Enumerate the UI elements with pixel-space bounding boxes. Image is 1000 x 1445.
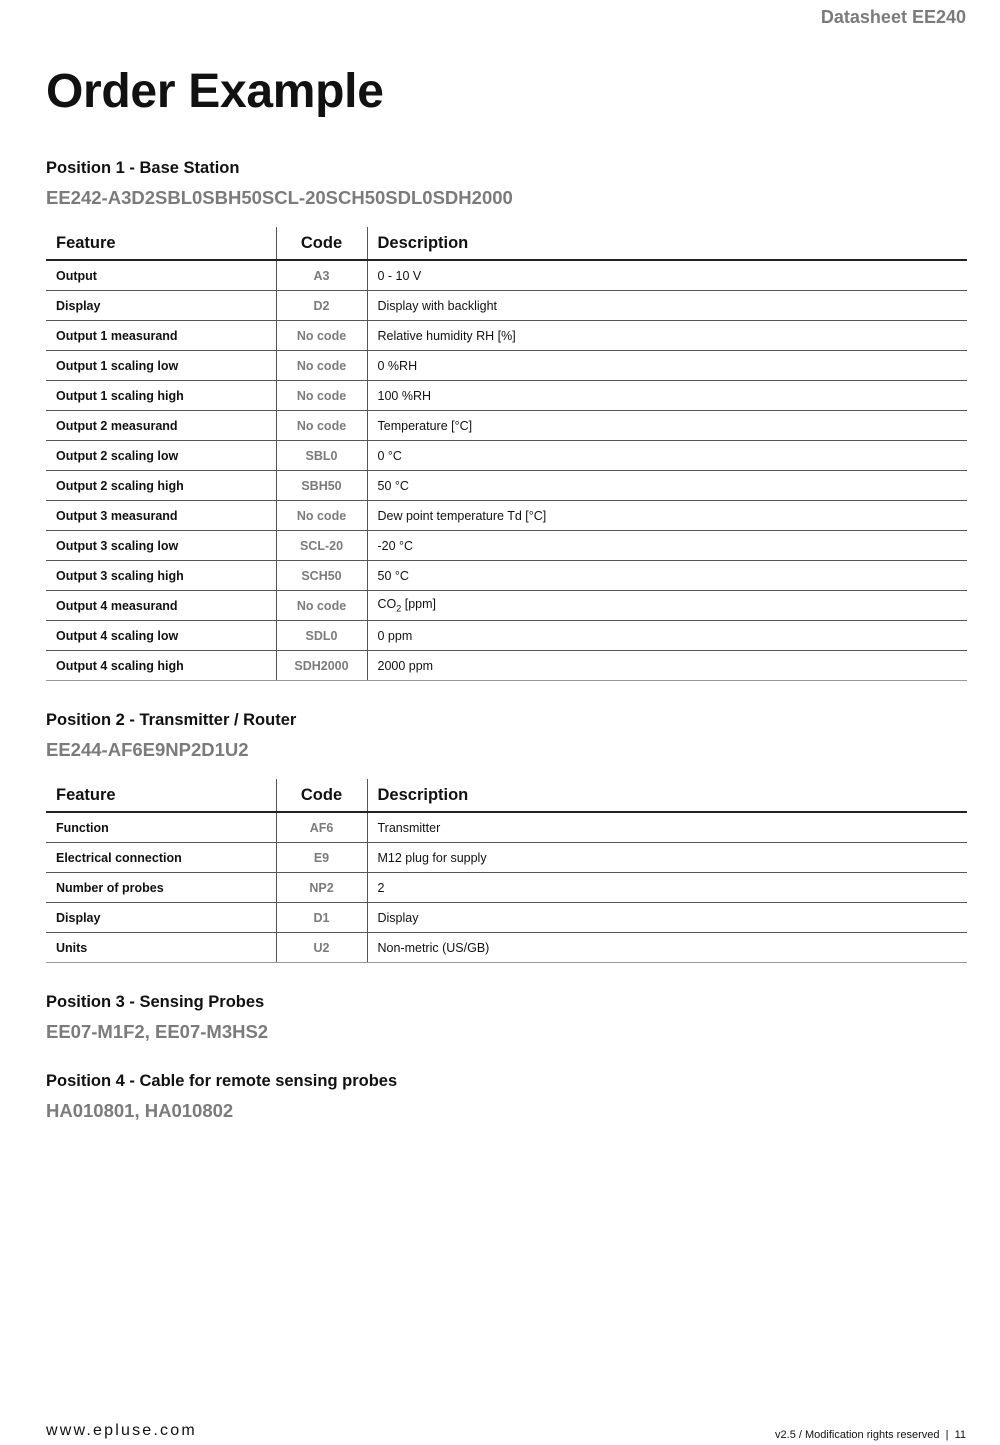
footer-version: v2.5 / Modification rights reserved — [775, 1429, 940, 1441]
feature-cell: Output 4 scaling high — [46, 651, 276, 681]
table-row — [46, 843, 967, 873]
description-cell: 2000 ppm — [367, 651, 967, 681]
description-cell: -20 °C — [367, 531, 967, 561]
position-1-title: Position 1 - Base Station — [46, 159, 240, 177]
table-row — [46, 381, 967, 411]
description-cell: 100 %RH — [367, 381, 967, 411]
table-row — [46, 651, 967, 681]
page-title: Order Example — [46, 65, 384, 118]
table-row — [46, 411, 967, 441]
code-cell: SDL0 — [276, 621, 367, 651]
feature-cell: Units — [46, 933, 276, 963]
description-cell: 0 °C — [367, 441, 967, 471]
description-cell — [367, 591, 967, 621]
feature-cell: Output 1 scaling high — [46, 381, 276, 411]
description-cell: Non-metric (US/GB) — [367, 933, 967, 963]
co2-subscript: 2 — [396, 603, 402, 614]
code-cell: No code — [276, 501, 367, 531]
feature-cell: Output 3 scaling low — [46, 531, 276, 561]
feature-cell: Electrical connection — [46, 843, 276, 873]
feature-cell: Function — [46, 812, 276, 843]
feature-cell: Output 2 measurand — [46, 411, 276, 441]
feature-cell: Output 4 scaling low — [46, 621, 276, 651]
table-row — [46, 903, 967, 933]
code-cell: U2 — [276, 933, 367, 963]
table-row — [46, 501, 967, 531]
code-cell: NP2 — [276, 873, 367, 903]
table-header-row — [46, 227, 967, 260]
description-header: Description — [367, 779, 967, 812]
description-cell: 0 ppm — [367, 621, 967, 651]
position-4-section — [46, 1070, 967, 1123]
table-row — [46, 441, 967, 471]
feature-header: Feature — [46, 227, 276, 260]
code-cell: SBH50 — [276, 471, 367, 501]
description-cell: Display — [367, 903, 967, 933]
datasheet-header-title: Datasheet EE240 — [820, 7, 966, 27]
code-cell: No code — [276, 381, 367, 411]
description-cell: 50 °C — [367, 561, 967, 591]
feature-cell: Display — [46, 903, 276, 933]
co2-label: CO — [377, 597, 397, 612]
feature-cell: Output 4 measurand — [46, 591, 276, 621]
feature-cell: Output 2 scaling high — [46, 471, 276, 501]
table-header-row — [46, 779, 967, 812]
code-cell: AF6 — [276, 812, 367, 843]
table-row — [46, 351, 967, 381]
footer-website: www.epluse.com — [46, 1422, 197, 1439]
feature-cell: Output 3 measurand — [46, 501, 276, 531]
table-row — [46, 561, 967, 591]
position-3-title: Position 3 - Sensing Probes — [46, 993, 265, 1011]
table-row — [46, 531, 967, 561]
description-cell: Display with backlight — [367, 291, 967, 321]
table-row — [46, 873, 967, 903]
position-1-section — [46, 157, 967, 681]
table-row — [46, 321, 967, 351]
position-1-table — [46, 227, 967, 681]
feature-cell: Display — [46, 291, 276, 321]
code-cell: E9 — [276, 843, 367, 873]
code-cell: SCL-20 — [276, 531, 367, 561]
code-cell: A3 — [276, 260, 367, 291]
feature-cell: Output 1 scaling low — [46, 351, 276, 381]
description-cell: Relative humidity RH [%] — [367, 321, 967, 351]
code-header: Code — [276, 779, 367, 812]
feature-cell: Output 2 scaling low — [46, 441, 276, 471]
table-row — [46, 933, 967, 963]
footer-separator: | — [939, 1429, 955, 1441]
feature-cell: Number of probes — [46, 873, 276, 903]
description-cell: Transmitter — [367, 812, 967, 843]
table-row — [46, 812, 967, 843]
table-row — [46, 621, 967, 651]
table-row — [46, 471, 967, 501]
feature-cell: Output 1 measurand — [46, 321, 276, 351]
description-cell: 0 %RH — [367, 351, 967, 381]
feature-cell: Output 3 scaling high — [46, 561, 276, 591]
position-3-order-code: EE07-M1F2, EE07-M3HS2 — [46, 1021, 269, 1042]
code-cell: D1 — [276, 903, 367, 933]
footer-info — [775, 1429, 966, 1441]
description-cell: 2 — [367, 873, 967, 903]
footer-page-number: 11 — [954, 1429, 966, 1441]
code-cell: No code — [276, 411, 367, 441]
position-2-title: Position 2 - Transmitter / Router — [46, 711, 297, 729]
position-3-section — [46, 991, 967, 1044]
position-4-order-code: HA010801, HA010802 — [46, 1100, 234, 1121]
feature-cell: Output — [46, 260, 276, 291]
code-cell: SCH50 — [276, 561, 367, 591]
code-header: Code — [276, 227, 367, 260]
description-cell: 50 °C — [367, 471, 967, 501]
code-cell: SBL0 — [276, 441, 367, 471]
table-row — [46, 591, 967, 621]
feature-header: Feature — [46, 779, 276, 812]
position-2-table — [46, 779, 967, 963]
code-cell: No code — [276, 351, 367, 381]
position-2-section — [46, 709, 967, 963]
code-cell: SDH2000 — [276, 651, 367, 681]
code-cell: No code — [276, 591, 367, 621]
description-cell: M12 plug for supply — [367, 843, 967, 873]
code-cell: D2 — [276, 291, 367, 321]
position-2-order-code: EE244-AF6E9NP2D1U2 — [46, 739, 249, 760]
table-row — [46, 260, 967, 291]
description-header: Description — [367, 227, 967, 260]
code-cell: No code — [276, 321, 367, 351]
description-cell: Dew point temperature Td [°C] — [367, 501, 967, 531]
description-cell: 0 - 10 V — [367, 260, 967, 291]
description-cell: Temperature [°C] — [367, 411, 967, 441]
table-row — [46, 291, 967, 321]
co2-unit: [ppm] — [401, 597, 437, 612]
position-1-order-code: EE242-A3D2SBL0SBH50SCL-20SCH50SDL0SDH2000 — [46, 187, 513, 208]
position-4-title: Position 4 - Cable for remote sensing probes — [46, 1072, 398, 1090]
